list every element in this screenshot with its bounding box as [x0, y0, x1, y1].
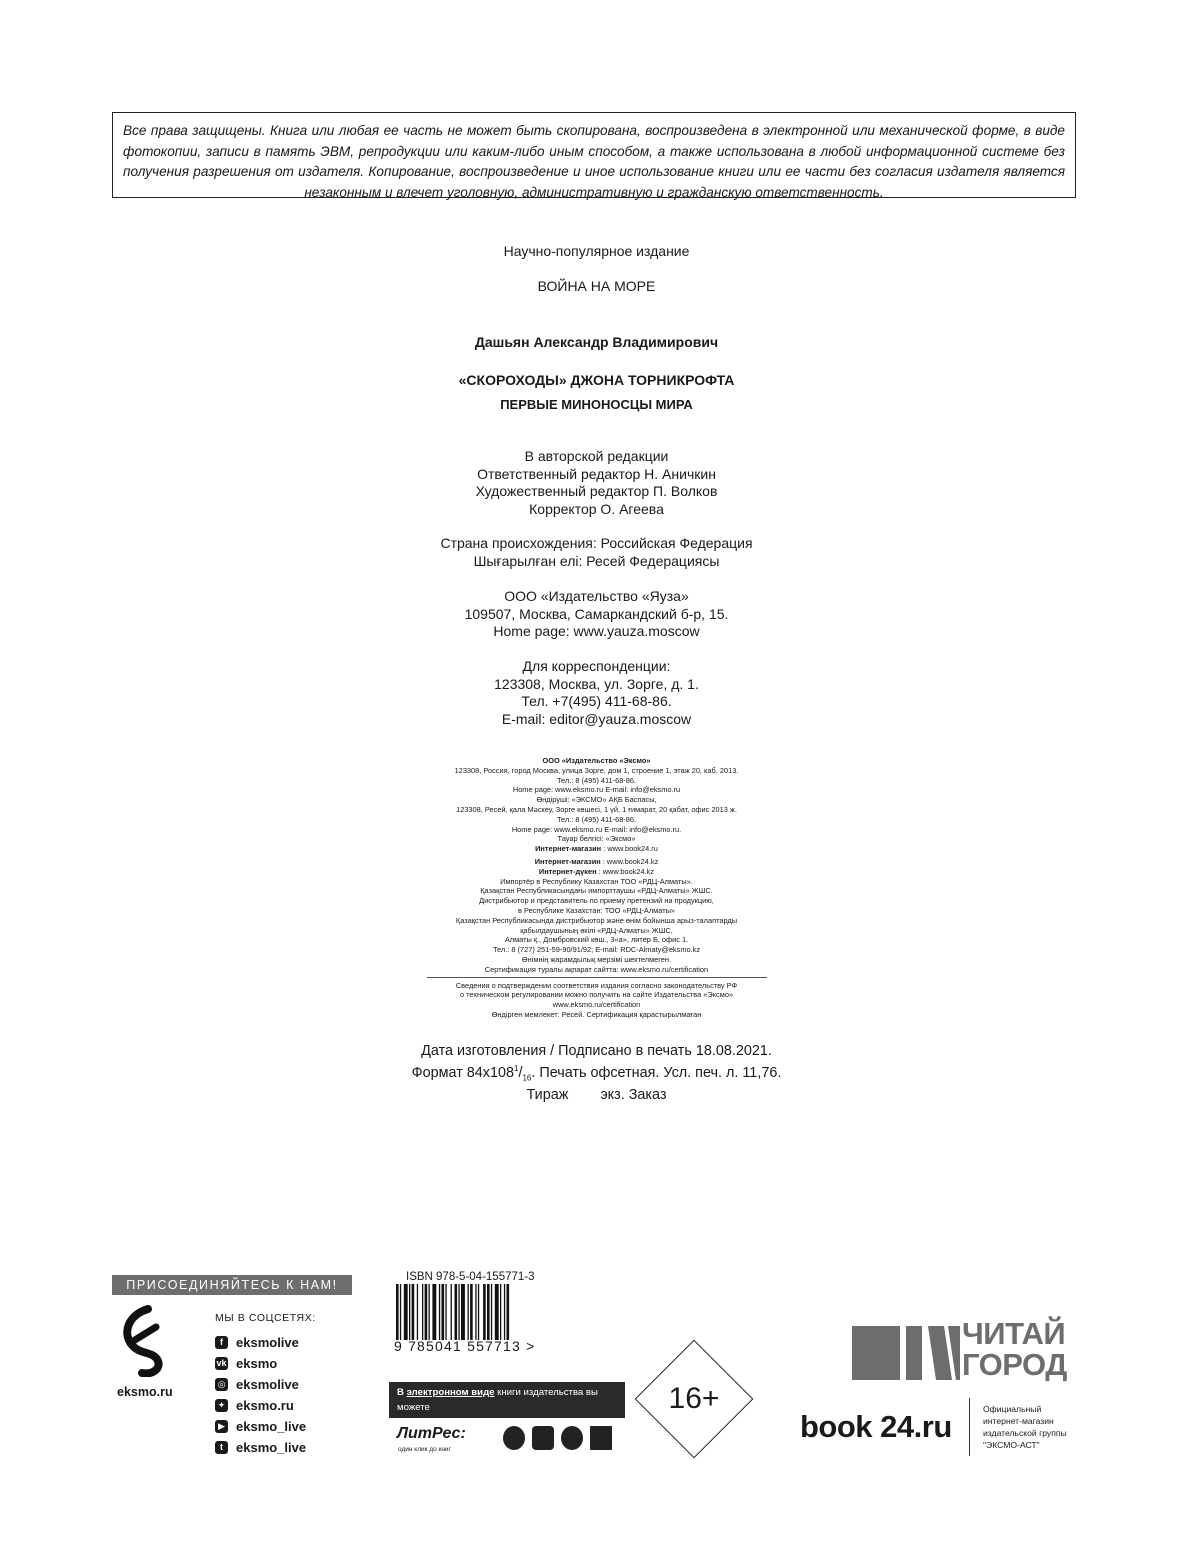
litres-logo: ЛитРес:: [397, 1425, 466, 1442]
litres-notice: В электронном виде книги издательства вы можете купить на www.litres.ru: [389, 1382, 625, 1418]
book24-divider: [969, 1398, 970, 1456]
litres-tagline: один клик до книг: [398, 1446, 451, 1453]
imprint-line: Қазақстан Республикасында дистрибьютор және өнім бойынша арыз-талаптарды: [455, 915, 738, 925]
litres-site-link[interactable]: www.litres.ru: [442, 1417, 502, 1428]
book24-logo: book 24.ru: [800, 1409, 952, 1444]
platform-icons: [503, 1426, 612, 1450]
age-rating-badge: [634, 1339, 754, 1459]
imprint-line: Өндіруші: «ЭКСМО» АҚБ Баспасы,: [536, 795, 657, 805]
imprint-line: Өнімнің жарамдылық мерзімі шектелмеген.: [521, 954, 672, 964]
instagram-icon: ◎: [215, 1378, 228, 1391]
imprint-line: Дистрибьютор и представитель по приему претензий на продукцию,: [479, 896, 714, 906]
shop-label: Интернет-магазин: [534, 856, 601, 866]
imprint-line: Алматы қ., Домбровский көш., 3«а», литер Б, офис 1.: [504, 935, 689, 945]
shop-label: Интернет-магазин: [535, 844, 602, 854]
imprint-line: о техническом регулировании можно получить на сайте Издательства «Эксмо»: [459, 990, 734, 1000]
social-item-facebook[interactable]: f eksmolive: [215, 1332, 306, 1353]
shop-url: : www.book24.kz: [596, 866, 655, 876]
social-item-instagram[interactable]: ◎ eksmolive: [215, 1374, 306, 1395]
eksmo-icon: ✦: [215, 1399, 228, 1412]
book-subtitle: ПЕРВЫЕ МИНОНОСЦЫ МИРА: [500, 397, 693, 412]
social-item-vk[interactable]: vk eksmo: [216, 1356, 278, 1371]
barcode-icon: [396, 1284, 561, 1340]
correspondence-block: [0, 658, 1193, 728]
print-format: Формат $84x108^1/_{16}$. Печать офсетная. Усл. печ. л. 11,76.: [411, 1064, 782, 1083]
imprint-line: Өндірген мемлекет: Ресей. Сертификация қарастырылмаған: [491, 1009, 702, 1019]
print-info: [0, 1043, 1193, 1104]
origin-block: [0, 535, 1193, 570]
imprint-line: Сведения о подтверждении соответствия издания согласно законодательству РФ: [455, 980, 738, 990]
correspondence-line: Тел. +7(495) 411-68-86.: [521, 693, 672, 709]
chitai-line-2: ГОРОД: [962, 1347, 1067, 1382]
apple-icon: [503, 1426, 525, 1450]
author-name: Дашьян Александр Владимирович: [474, 334, 719, 350]
social-item-twitter[interactable]: t eksmo_live: [215, 1437, 306, 1458]
origin-line: Шығарылған елі: Ресей Федерациясы: [473, 552, 720, 569]
barcode-number: 9 785041 557713 >: [394, 1338, 536, 1354]
eksmo-imprint: [0, 756, 1193, 1020]
eksmo-name: ООО «Издательство «Эксмо»: [542, 756, 651, 765]
facebook-icon: f: [215, 1336, 228, 1349]
book24-description: Официальный интернет-магазин издательской группы "ЭКСМО-АСТ": [983, 1404, 1067, 1450]
chitai-line-1: ЧИТАЙ: [962, 1316, 1066, 1351]
eksmo-logo-icon: [118, 1305, 168, 1377]
imprint-line: в Республике Казахстан: ТОО «РДЦ-Алматы»: [517, 905, 676, 915]
publisher-block: [0, 588, 1193, 641]
book-title: «СКОРОХОДЫ» ДЖОНА ТОРНИКРОФТА: [458, 372, 735, 388]
imprint-line: Қазақстан Республикасындағы импорттаушы «РДЦ-Алматы» ЖШС.: [480, 886, 713, 896]
print-run: Тираж экз. Заказ: [526, 1086, 667, 1103]
imprint-line: Тел.: 8 (727) 251-59-90/91/92; E-mail: RDC-Almaty@eksmo.kz: [492, 945, 701, 955]
shop-url: : www.book24.ru: [601, 844, 658, 854]
vk-icon: vk: [216, 1358, 227, 1368]
copyright-notice-box: [112, 112, 1076, 198]
youtube-icon: ▶: [215, 1420, 228, 1433]
imprint-line: Home page: www.eksmo.ru E-mail: info@eksmo.ru.: [511, 824, 682, 834]
correspondence-line: E-mail: editor@yauza.moscow: [501, 710, 692, 727]
social-item-eksmo[interactable]: ✦ eksmo.ru: [215, 1395, 306, 1416]
social-header: МЫ В СОЦСЕТЯХ:: [215, 1312, 316, 1324]
imprint-line: Сертификация туралы ақпарат сайтта: www.eksmo.ru/certification: [484, 964, 709, 974]
correspondence-line: Для корреспонденции:: [522, 658, 671, 674]
social-item-youtube[interactable]: ▶ eksmo_live: [215, 1416, 306, 1437]
join-us-banner: ПРИСОЕДИНЯЙТЕСЬ К НАМ!: [112, 1275, 352, 1295]
shop-url: : www.book24.kz: [600, 856, 659, 866]
publisher-line: 109507, Москва, Самаркандский б-р, 15.: [464, 605, 729, 622]
imprint-line: 123308, Ресей, қала Мәскеу, Зорге көшесі, 1 үй, 1 ғимарат, 20 қабат, офис 2013 ж.: [456, 804, 737, 814]
twitter-icon: t: [215, 1441, 228, 1454]
imprint-line: Тауар белгісі: «Эксмо»: [557, 834, 636, 844]
shop-label: Интернет-дүкен: [538, 866, 597, 876]
litres-ebook-link[interactable]: электронном виде: [406, 1387, 495, 1398]
publisher-line: Home page: www.yauza.moscow: [493, 623, 700, 639]
imprint-divider: [427, 977, 767, 978]
imprint-line: Тел.: 8 (495) 411-68-86.: [556, 775, 637, 785]
credit-line: Ответственный редактор Н. Аничкин: [477, 465, 716, 482]
imprint-line: Тел.: 8 (495) 411-68-86.: [556, 814, 637, 824]
series-name: ВОЙНА НА МОРЕ: [537, 278, 656, 294]
isbn: ISBN 978-5-04-155771-3: [406, 1271, 535, 1283]
age-rating: 16+: [668, 1382, 720, 1415]
correspondence-line: 123308, Москва, ул. Зорге, д. 1.: [494, 675, 699, 692]
android-icon: [532, 1426, 554, 1450]
copyright-notice: Все права защищены. Книга или любая ее часть не может быть скопирована, воспроизведена в электронной или механической форме, в виде фотокопии, записи в память ЭВМ, репродукции или каким-либо иным способом, а также использована в любой информационной системе без получения разрешения от издателя. Копирование, воспроизведение и иное использование книги или ее части без согласия издателя является незаконным и влечет уголовную, административную и гражданскую ответственность.: [123, 123, 1065, 200]
publisher-line: ООО «Издательство «Яуза»: [504, 588, 689, 604]
credit-line: Художественный редактор П. Волков: [475, 483, 718, 499]
eksmo-site-link[interactable]: eksmo.ru: [117, 1385, 173, 1399]
social-list: [215, 1332, 306, 1458]
credit-line: В авторской редакции: [524, 448, 669, 464]
imprint-line: Home page: www.eksmo.ru E-mail: info@eksmo.ru: [512, 785, 681, 795]
windows-phone-icon: [561, 1426, 583, 1450]
imprint-line: Импортёр в Республику Казахстан ТОО «РДЦ-Алматы».: [500, 876, 693, 886]
imprint-line: 123308, Россия, город Москва, улица Зорге, дом 1, строение 1, этаж 20, каб. 2013.: [454, 765, 739, 775]
credits-block: [0, 448, 1193, 518]
print-date: Дата изготовления / Подписано в печать 18.08.2021.: [421, 1043, 772, 1059]
imprint-line: қабылдаушының өкілі «РДЦ-Алматы» ЖШС,: [520, 925, 673, 935]
edition-type: Научно-популярное издание: [503, 243, 690, 259]
windows-icon: [590, 1426, 612, 1450]
imprint-line: www.eksmo.ru/certification: [552, 1000, 641, 1010]
credit-line: Корректор О. Агеева: [529, 500, 664, 517]
origin-line: Страна происхождения: Российская Федерация: [440, 535, 753, 551]
